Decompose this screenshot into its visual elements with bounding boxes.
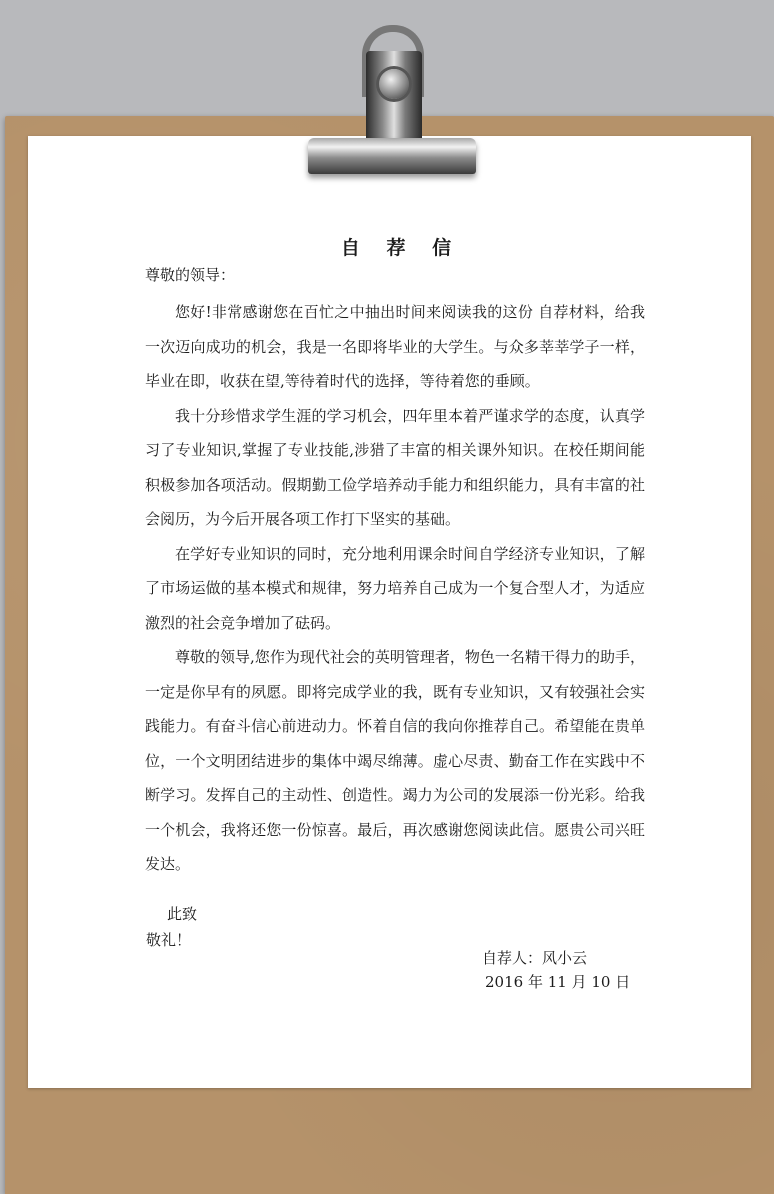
letter-paragraph: 您好!非常感谢您在百忙之中抽出时间来阅读我的这份 自荐材料，给我一次迈向成功的机会，我是一名即将毕业的大学生。与众多莘莘学子一样，毕业在即，收获在望,等待着时代的选择，等待着您的垂顾。 — [145, 303, 645, 390]
letter-paragraph: 尊敬的领导,您作为现代社会的英明管理者，物色一名精干得力的助手，一定是你早有的夙愿。即将完成学业的我，既有专业知识，又有较强社会实践能力。有奋斗信心前进动力。怀着自信的我向你推荐自己。希望能在贵单位，一个文明团结进步的集体中竭尽绵薄。虚心尽责、勤奋工作在实践中不断学习。发挥自己的主动性、创造性。竭力为公司的发展添一份光彩。给我一个机会，我将还您一份惊喜。最后，再次感谢您阅读此信。愿贵公司兴旺发达。 — [145, 648, 645, 873]
closing-salutation: 此致 — [167, 905, 198, 923]
letter-paragraph: 在学好专业知识的同时，充分地利用课余时间自学经济专业知识，了解了市场运做的基本模式和规律，努力培养自己成为一个复合型人才，为适应激烈的社会竞争增加了砝码。 — [145, 544, 645, 632]
clip-body — [366, 51, 422, 149]
closing-regards: 敬礼！ — [146, 931, 192, 949]
letter-greeting: 尊敬的领导： — [145, 266, 236, 284]
letter-title: 自 荐 信 — [340, 237, 462, 259]
letter-date: 2016 年 11 月 10 日 — [485, 973, 631, 991]
binder-clip-icon — [300, 25, 480, 175]
letter-paragraph: 我十分珍惜求学生涯的学习机会，四年里本着严谨求学的态度，认真学习了专业知识,掌握了专业技能,涉猎了丰富的相关课外知识。在校任期间能积极参加各项活动。假期勤工俭学培养动手能力和组织能力，具有丰富的社会阅历，为今后开展各项工作打下坚实的基础。 — [145, 406, 645, 528]
letter-body — [145, 233, 645, 882]
clip-base — [308, 138, 476, 174]
clip-bolt — [379, 69, 409, 99]
signer-name: 自荐人：风小云 — [482, 949, 588, 967]
